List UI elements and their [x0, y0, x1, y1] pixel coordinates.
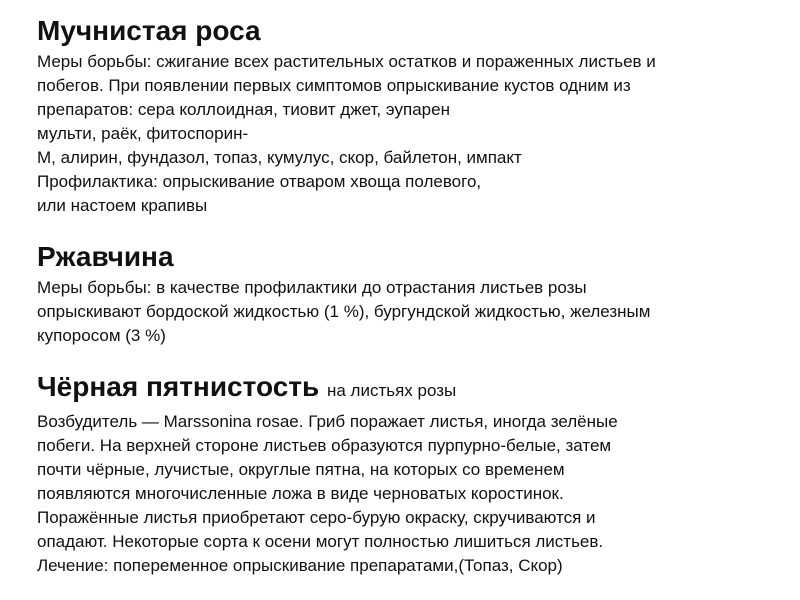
- body-line: М, алирин, фундазол, топаз, кумулус, скор, байлетон, импакт: [37, 148, 522, 167]
- body-line: опрыскивают бордоской жидкостью (1 %), бургундской жидкостью, железным: [37, 302, 651, 321]
- body-line: Профилактика: опрыскивание отваром хвоща полевого,: [37, 172, 482, 191]
- body-line: побегов. При появлении первых симптомов опрыскивание кустов одним из: [37, 76, 631, 95]
- body-line: мульти, раёк, фитоспорин-: [37, 124, 249, 143]
- spacer: [37, 218, 787, 240]
- section-title: Ржавчина: [37, 241, 174, 272]
- body-line: Меры борьбы: в качестве профилактики до отрастания листьев розы: [37, 278, 587, 297]
- body-line: купоросом (3 %): [37, 326, 166, 345]
- spacer: [37, 348, 787, 370]
- document-page: [37, 14, 787, 578]
- body-line: Поражённые листья приобретают серо-бурую окраску, скручиваются и: [37, 508, 596, 527]
- body-line: опадают. Некоторые сорта к осени могут полностью лишиться листьев.: [37, 532, 604, 551]
- section-black-spot: [37, 370, 787, 578]
- body-line: появляются многочисленные ложа в виде черноватых коростинок.: [37, 484, 564, 503]
- section-title: Мучнистая роса: [37, 15, 261, 46]
- body-line: Меры борьбы: сжигание всех растительных остатков и пораженных листьев и: [37, 52, 656, 71]
- section-title-row: [37, 370, 787, 408]
- body-line: или настоем крапивы: [37, 196, 208, 215]
- body-line: препаратов: сера коллоидная, тиовит джет, эупарен: [37, 100, 450, 119]
- section-powdery-mildew: [37, 14, 787, 218]
- section-rust: [37, 240, 787, 348]
- body-line: почти чёрные, лучистые, округлые пятна, на которых со временем: [37, 460, 565, 479]
- body-line: Лечение: попеременное опрыскивание препаратами,(Топаз, Скор): [37, 556, 563, 575]
- body-line: побеги. На верхней стороне листьев образуются пурпурно-белые, затем: [37, 436, 612, 455]
- body-line: Возбудитель — Marssonina rosae. Гриб поражает листья, иногда зелёные: [37, 412, 618, 431]
- section-title: Чёрная пятнистость: [37, 371, 320, 402]
- section-subtitle: на листьях розы: [326, 381, 457, 400]
